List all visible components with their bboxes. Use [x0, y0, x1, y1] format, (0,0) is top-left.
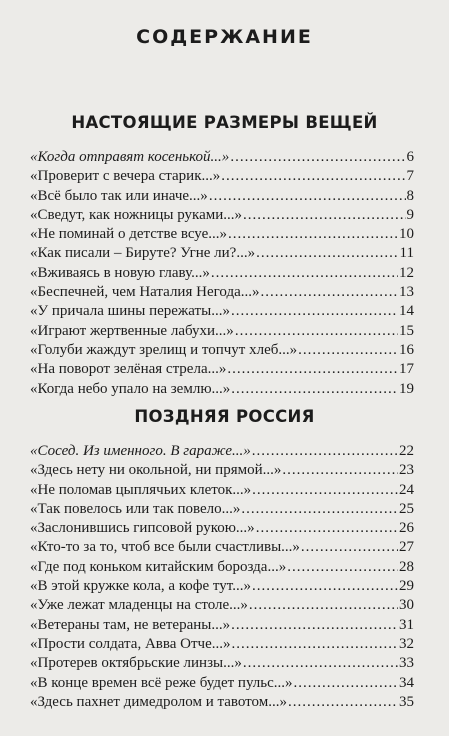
toc-entry [30, 500, 414, 519]
toc-entry-page-number: 14 [399, 303, 414, 320]
toc-dot-leader [301, 538, 398, 557]
toc-entry-page-number: 16 [399, 341, 414, 358]
toc-dot-leader [228, 225, 398, 244]
toc-entry [30, 693, 414, 712]
toc-entry-title: «Где под коньком китайским борозда...» [30, 558, 287, 575]
toc-entry [30, 674, 414, 693]
toc-entry [30, 380, 414, 399]
toc-entry-page-number: 7 [406, 168, 414, 185]
toc-dot-leader [230, 148, 405, 167]
toc-dot-leader [232, 635, 399, 654]
toc-entry-page-number: 31 [399, 616, 414, 633]
toc-entry [30, 596, 414, 615]
toc-dot-leader [221, 167, 405, 186]
toc-dot-leader [227, 360, 398, 379]
page-title: СОДЕРЖАНИЕ [136, 26, 313, 48]
toc-entry-title: «Не поломав цыплячьих клеток...» [30, 481, 252, 498]
toc-entry-title: «Сведут, как ножницы руками...» [30, 206, 242, 223]
toc-dot-leader [231, 302, 398, 321]
toc-entry [30, 360, 414, 379]
toc-entry-page-number: 22 [399, 443, 414, 459]
toc-entry-page-number: 32 [399, 635, 414, 652]
toc-entry-page-number: 11 [399, 245, 414, 262]
toc-entry [30, 264, 414, 283]
toc-entry-title: «Уже лежат младенцы на столе...» [30, 597, 248, 614]
toc-entry [30, 635, 414, 654]
toc-entry [30, 519, 414, 538]
toc-entry-page-number: 26 [399, 520, 414, 537]
toc-entry-title: «Кто-то за то, чтоб все были счастливы...» [30, 539, 300, 556]
toc-entry [30, 225, 414, 244]
toc-entry-title: «Не поминай о детстве всуе...» [30, 226, 228, 243]
toc-entry-page-number: 8 [406, 187, 414, 204]
toc-dot-leader [235, 322, 398, 341]
toc-entry [30, 167, 414, 186]
toc-entry-title: «Когда небо упало на землю...» [30, 380, 231, 397]
toc-entry [30, 322, 414, 341]
toc-entry [30, 616, 414, 635]
toc-entry-page-number: 35 [399, 693, 414, 710]
toc-dot-leader [241, 500, 398, 519]
toc-entry-title: «Играют жертвенные лабухи...» [30, 322, 234, 339]
section-title-pozdnyaya: ПОЗДНЯЯ РОССИЯ [134, 407, 315, 426]
section-title-nastoyashchie: НАСТОЯЩИЕ РАЗМЕРЫ ВЕЩЕЙ [71, 113, 378, 132]
toc-entry-page-number: 29 [399, 578, 414, 595]
toc-entry-title: «Как писали – Бируте? Угне ли?...» [30, 245, 256, 262]
toc-dot-leader [249, 596, 398, 615]
toc-dot-leader [298, 341, 398, 360]
toc-entry-title: «В этой кружке кола, а кофе тут...» [30, 578, 251, 595]
toc-entry [30, 244, 414, 263]
toc-entry-page-number: 23 [399, 462, 414, 479]
toc-dot-leader [287, 558, 398, 577]
toc-dot-leader [252, 442, 398, 461]
toc-entry [30, 442, 414, 461]
toc-entry-page-number: 27 [399, 539, 414, 556]
toc-dot-leader [282, 461, 398, 480]
toc-entry-title: «Здесь нету ни окольной, ни прямой...» [30, 462, 282, 479]
toc-dot-leader [294, 674, 398, 693]
toc-entry-page-number: 17 [399, 361, 414, 378]
toc-entry [30, 654, 414, 673]
toc-entry-title: «Беспечней, чем Наталия Негода...» [30, 284, 260, 301]
toc-dot-leader [252, 577, 398, 596]
toc-entry [30, 481, 414, 500]
toc-entry-page-number: 12 [399, 264, 414, 281]
toc-entry-page-number: 15 [399, 322, 414, 339]
toc-dot-leader [231, 380, 398, 399]
toc-entry-page-number: 19 [399, 380, 414, 397]
toc-dot-leader [231, 616, 398, 635]
toc-dot-leader [243, 206, 406, 225]
toc-entry [30, 341, 414, 360]
toc-dot-leader [256, 244, 398, 263]
toc-dot-leader [209, 187, 406, 206]
toc-entry-title: «Всё было так или иначе...» [30, 187, 208, 204]
toc-entry-page-number: 25 [399, 500, 414, 517]
toc-entry-title: «Прости солдата, Авва Отче...» [30, 635, 231, 652]
toc-entry-title: «У причала шины пережаты...» [30, 303, 230, 320]
toc-entry [30, 148, 414, 167]
toc-entry-page-number: 28 [399, 558, 414, 575]
toc-entry-title: «Ветераны там, не ветераны...» [30, 616, 231, 633]
toc-entry-page-number: 30 [399, 597, 414, 614]
toc-entry [30, 558, 414, 577]
toc-list-section-2 [30, 442, 414, 712]
toc-entry-title: «Заслонившись гипсовой рукою...» [30, 520, 255, 537]
toc-dot-leader [252, 481, 398, 500]
toc-entry-page-number: 6 [406, 149, 414, 165]
toc-dot-leader [260, 283, 398, 302]
toc-entry [30, 577, 414, 596]
toc-entry [30, 187, 414, 206]
toc-entry [30, 461, 414, 480]
toc-entry [30, 538, 414, 557]
toc-list-section-1 [30, 148, 414, 399]
toc-entry-title: «Так повелось или так повело...» [30, 500, 241, 517]
toc-entry-title: «Проверит с вечера старик...» [30, 168, 221, 185]
toc-entry-page-number: 34 [399, 674, 414, 691]
toc-entry-page-number: 13 [399, 284, 414, 301]
toc-entry-title: «Здесь пахнет димедролом и тавотом...» [30, 693, 287, 710]
toc-dot-leader [211, 264, 398, 283]
toc-entry-title: «В конце времен всё реже будет пульс...» [30, 674, 293, 691]
toc-entry [30, 206, 414, 225]
toc-entry-title: «Протерев октябрьские линзы...» [30, 655, 242, 672]
toc-entry-page-number: 9 [406, 206, 414, 223]
toc-entry [30, 302, 414, 321]
toc-entry-title: «Когда отправят косенькой...» [30, 149, 230, 165]
toc-entry-page-number: 33 [399, 655, 414, 672]
toc-dot-leader [256, 519, 398, 538]
toc-entry [30, 283, 414, 302]
toc-dot-leader [288, 693, 398, 712]
toc-entry-title: «Голуби жаждут зрелищ и топчут хлеб...» [30, 341, 298, 358]
toc-entry-title: «Сосед. Из именного. В гараже...» [30, 443, 251, 459]
toc-entry-page-number: 24 [399, 481, 414, 498]
toc-dot-leader [243, 654, 398, 673]
toc-entry-title: «На поворот зелёная стрела...» [30, 361, 227, 378]
toc-entry-page-number: 10 [399, 226, 414, 243]
toc-entry-title: «Вживаясь в новую главу...» [30, 264, 210, 281]
